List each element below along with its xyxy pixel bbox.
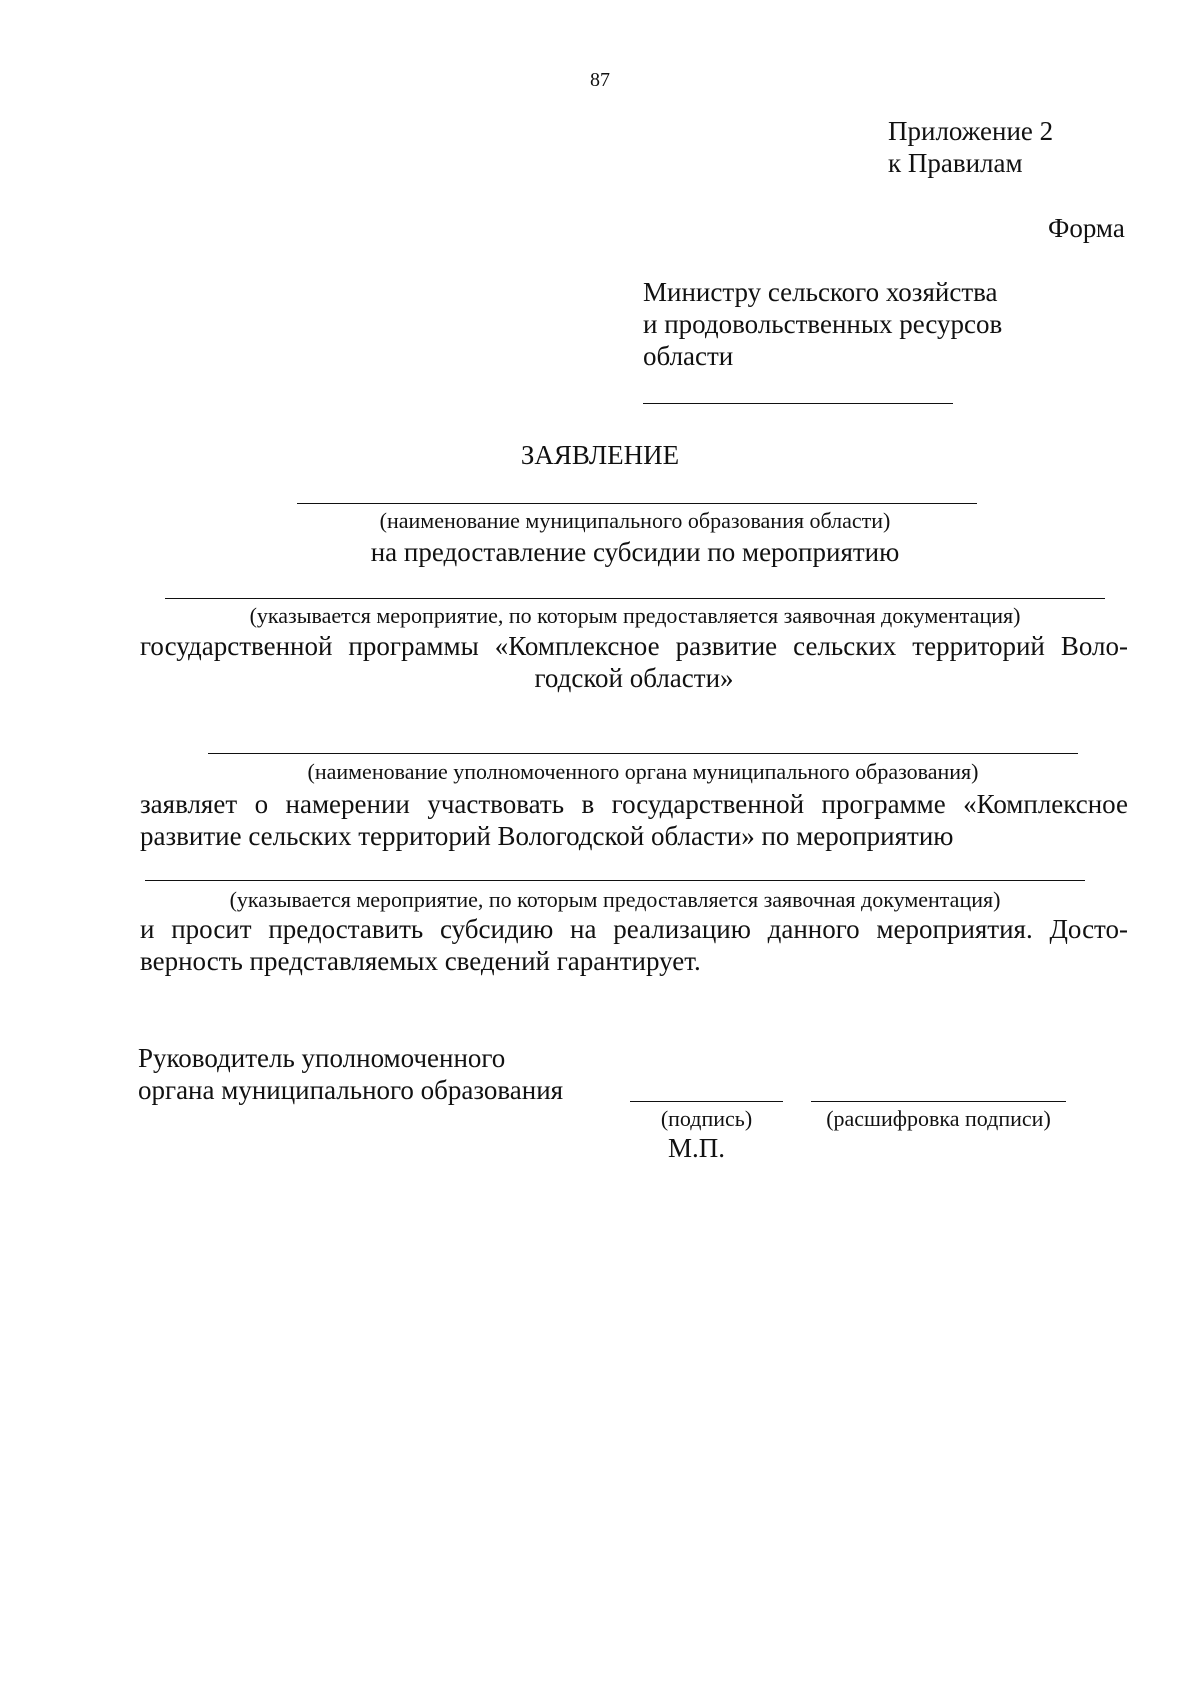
signatory-line-2: органа муниципального образования <box>138 1075 564 1105</box>
signatory-line-1: Руководитель уполномоченного <box>138 1043 506 1073</box>
event-blank-line-1[interactable] <box>165 598 1105 599</box>
declare-line-2: развитие сельских территорий Вологодской области» по мероприятию <box>140 821 954 851</box>
subsidy-line: на предоставление субсидии по мероприятию <box>370 537 900 567</box>
addressee-line-3: области <box>643 341 734 371</box>
event-caption-1: (указывается мероприятие, по которым предоставляется заявочная документация) <box>249 603 1021 628</box>
municipality-blank-line[interactable] <box>297 503 977 504</box>
request-line-1: и просит предоставить субсидию на реализацию данного мероприятия. Досто- <box>140 914 1128 944</box>
appendix-line-1: Приложение 2 <box>888 116 1054 146</box>
appendix-line-2: к Правилам <box>888 148 1023 178</box>
request-line-2: верность представляемых сведений гарантирует. <box>140 946 701 976</box>
addressee-line-1: Министру сельского хозяйства <box>643 277 998 307</box>
authority-blank-line[interactable] <box>208 753 1078 754</box>
addressee-line-2: и продовольственных ресурсов <box>643 309 1003 339</box>
stamp-place-label: М.П. <box>667 1133 725 1163</box>
declare-line-1: заявляет о намерении участвовать в государственной программе «Комплексное <box>140 789 1128 819</box>
program-line-1: государственной программы «Комплексное развитие сельских территорий Воло- <box>140 631 1128 661</box>
document-title: ЗАЯВЛЕНИЕ <box>520 440 680 470</box>
program-line-2: годской области» <box>534 663 734 693</box>
signature-caption: (подпись) <box>660 1106 753 1131</box>
form-label: Форма <box>1048 213 1125 243</box>
municipality-caption: (наименование муниципального образования области) <box>379 508 891 533</box>
page-number: 87 <box>590 69 610 91</box>
event-caption-2: (указывается мероприятие, по которым предоставляется заявочная документация) <box>229 887 1001 912</box>
event-blank-line-2[interactable] <box>145 880 1085 881</box>
signature-decode-blank-line[interactable] <box>811 1101 1066 1102</box>
addressee-blank-line[interactable] <box>643 403 953 404</box>
signature-blank-line[interactable] <box>630 1101 783 1102</box>
signature-decode-caption: (расшифровка подписи) <box>826 1106 1051 1131</box>
authority-caption: (наименование уполномоченного органа муниципального образования) <box>307 759 979 784</box>
